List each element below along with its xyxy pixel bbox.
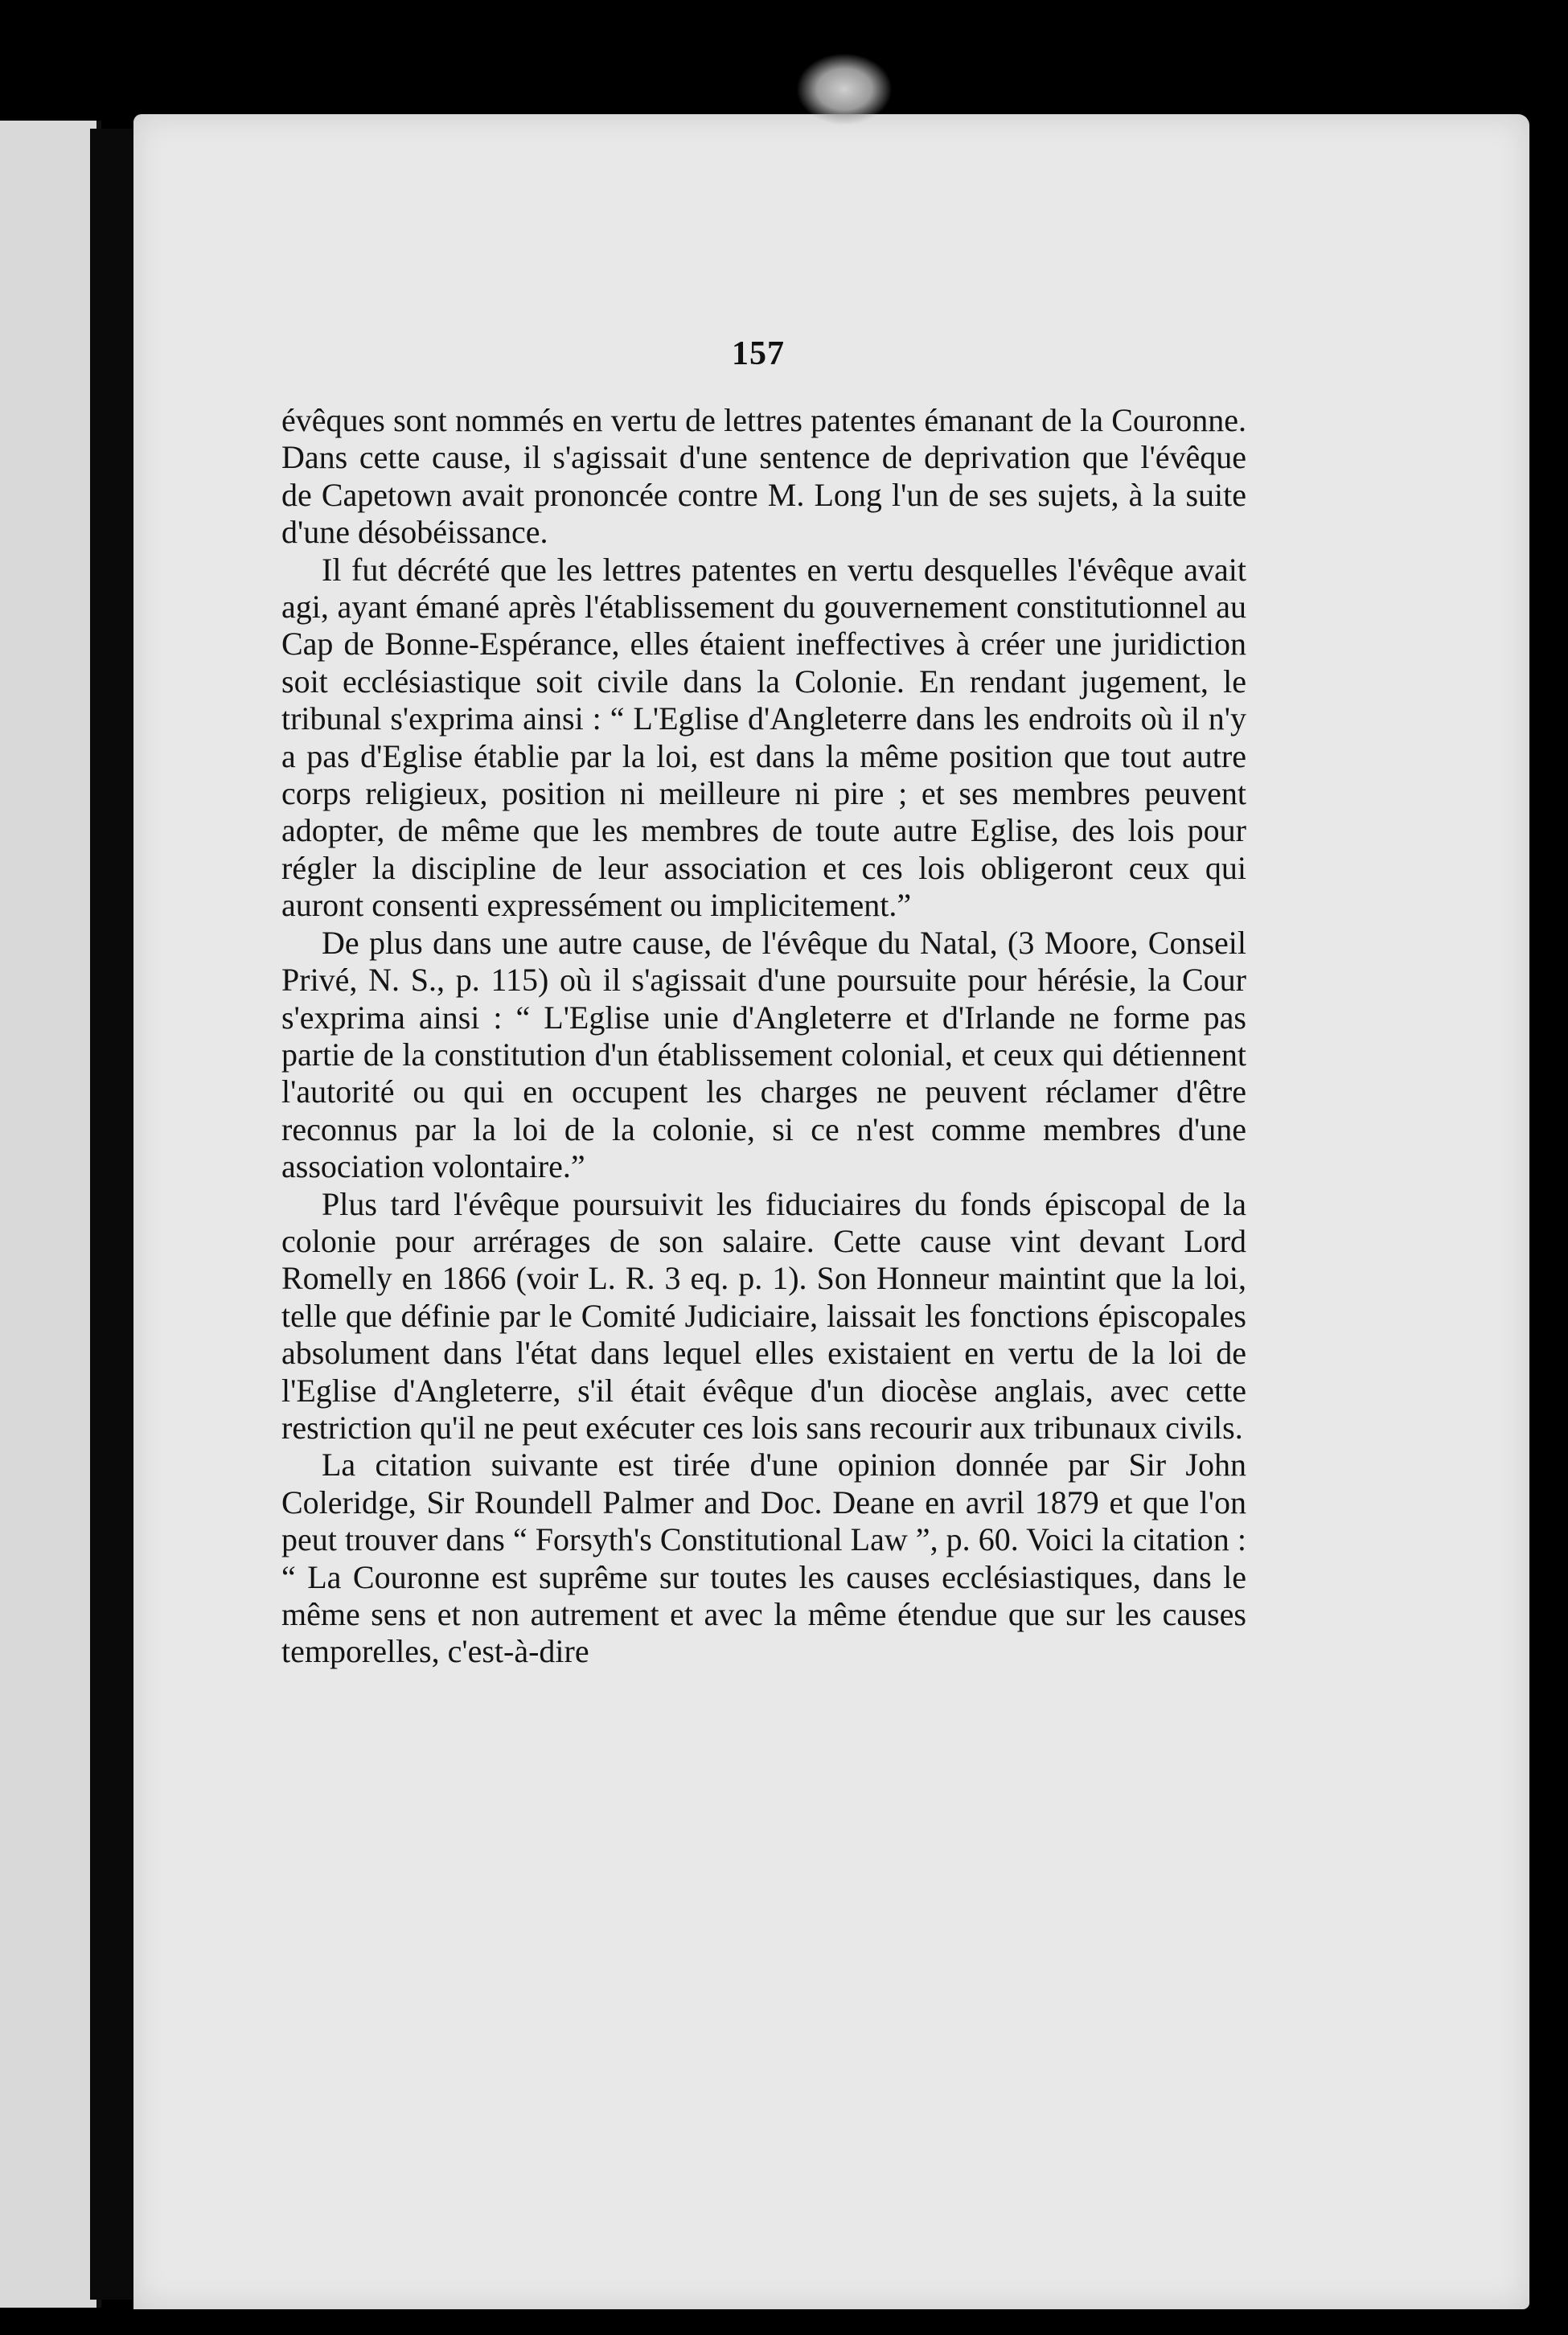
paragraph-5: La citation suivante est tirée d'une opinion donnée par Sir John Coleridge, Sir Roundell Palmer and Doc. Deane en avril 1879 et que l'on peut trouver dans “ Forsyth's Constitutional Law ”, p. 60. Voici la citation : “ La Couronne est suprême sur toutes les causes ecclésiastiques, dans le même sens et non autrement et avec la même étendue que sur les causes temporelles, c'est-à-dire (281, 1447, 1246, 1670)
paragraph-1: évêques sont nommés en vertu de lettres patentes émanant de la Couronne. Dans cette cause, il s'agissait d'une sentence de deprivation que l'évêque de Capetown avait prononcée contre M. Long l'un de ses sujets, à la suite d'une désobéissance. (281, 402, 1246, 551)
paragraph-3: De plus dans une autre cause, de l'évêque du Natal, (3 Moore, Conseil Privé, N. S., p. 115) où il s'agissait d'une poursuite pour hérésie, la Cour s'exprima ainsi : “ L'Eglise unie d'Angleterre et d'Irlande ne forme pas partie de la constitution d'un établissement colonial, et ceux qui détiennent l'autorité ou qui en occupent les charges ne peuvent réclamer d'être reconnus par la loi de la colonie, si ce n'est comme membres d'une association volontaire.” (281, 924, 1246, 1185)
body-text (281, 402, 1246, 1671)
page-number: 157 (732, 335, 785, 372)
paragraph-2: Il fut décrété que les lettres patentes en vertu desquelles l'évêque avait agi, ayant émané après l'établissement du gouvernement constitutionnel au Cap de Bonne-Espérance, elles étaient ineffectives à créer une juridiction soit ecclésiastique soit civile dans la Colonie. En rendant jugement, le tribunal s'exprima ainsi : “ L'Eglise d'Angleterre dans les endroits où il n'y a pas d'Eglise établie par la loi, est dans la même position que tout autre corps religieux, position ni meilleure ni pire ; et ses membres peuvent adopter, de même que les membres de toute autre Eglise, des lois pour régler la discipline de leur association et ces lois obligeront ceux qui auront consenti expressément ou implicitement.” (281, 551, 1246, 924)
facing-page-edge (0, 121, 101, 2308)
paper-blotch (796, 53, 893, 125)
book-spine-shadow (90, 129, 133, 2300)
paragraph-4: Plus tard l'évêque poursuivit les fiduciaires du fonds épiscopal de la colonie pour arrérages de son salaire. Cette cause vint devant Lord Romelly en 1866 (voir L. R. 3 eq. p. 1). Son Honneur maintint que la loi, telle que définie par le Comité Judiciaire, laissait les fonctions épiscopales absolument dans l'état dans lequel elles existaient en vertu de la loi de l'Eglise d'Angleterre, s'il était évêque d'un diocèse anglais, avec cette restriction qu'il ne peut exécuter ces lois sans recourir aux tribunaux civils. (281, 1185, 1246, 1446)
